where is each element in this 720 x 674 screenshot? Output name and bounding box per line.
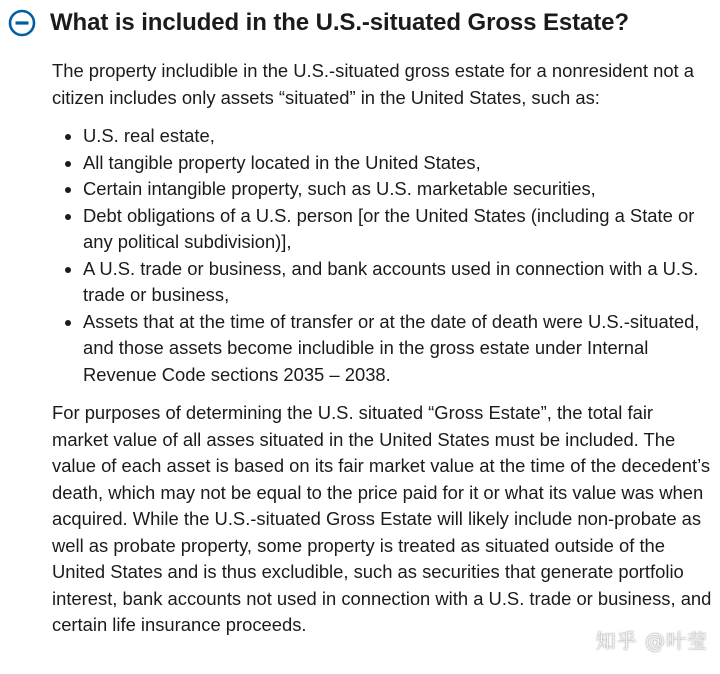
list-item: • Certain intangible property, such as U.S. marketable securities, [83, 176, 714, 203]
accordion-content [52, 58, 714, 639]
list-item: • Assets that at the time of transfer or at the date of death were U.S.-situated, and those assets become includible in the gross estate under Internal Revenue Code sections 2035 – 2038. [83, 309, 714, 389]
closing-paragraph: For purposes of determining the U.S. situated “Gross Estate”, the total fair market value of all asses situated in the United States must be included. The value of each asset is based on its fair market value at the time of the decedent’s death, which may not be equal to the price paid for it or what its value was when acquired. While the U.S.-situated Gross Estate will likely include non-probate as well as probate property, some property is treated as situated outside of the United States and is thus excludible, such as securities that generate portfolio interest, bank accounts not used in connection with a U.S. trade or business, and certain life insurance proceeds. [52, 402, 712, 635]
accordion-header[interactable] [8, 2, 712, 44]
minus-circle-icon[interactable] [8, 9, 36, 37]
intro-paragraph: The property includible in the U.S.-situated gross estate for a nonresident not a citizen includes only assets “situated” in the United States, such as: [52, 60, 694, 108]
watermark: 知乎 @叶莹 [595, 629, 708, 653]
asset-list [52, 123, 714, 388]
list-item: • U.S. real estate, [83, 123, 714, 150]
list-item: • Debt obligations of a U.S. person [or the United States (including a State or any political subdivision)], [83, 203, 714, 256]
accordion-title: What is included in the U.S.-situated Gross Estate? [50, 8, 629, 36]
list-item: • All tangible property located in the United States, [83, 150, 714, 177]
list-item: • A U.S. trade or business, and bank accounts used in connection with a U.S. trade or business, [83, 256, 714, 309]
